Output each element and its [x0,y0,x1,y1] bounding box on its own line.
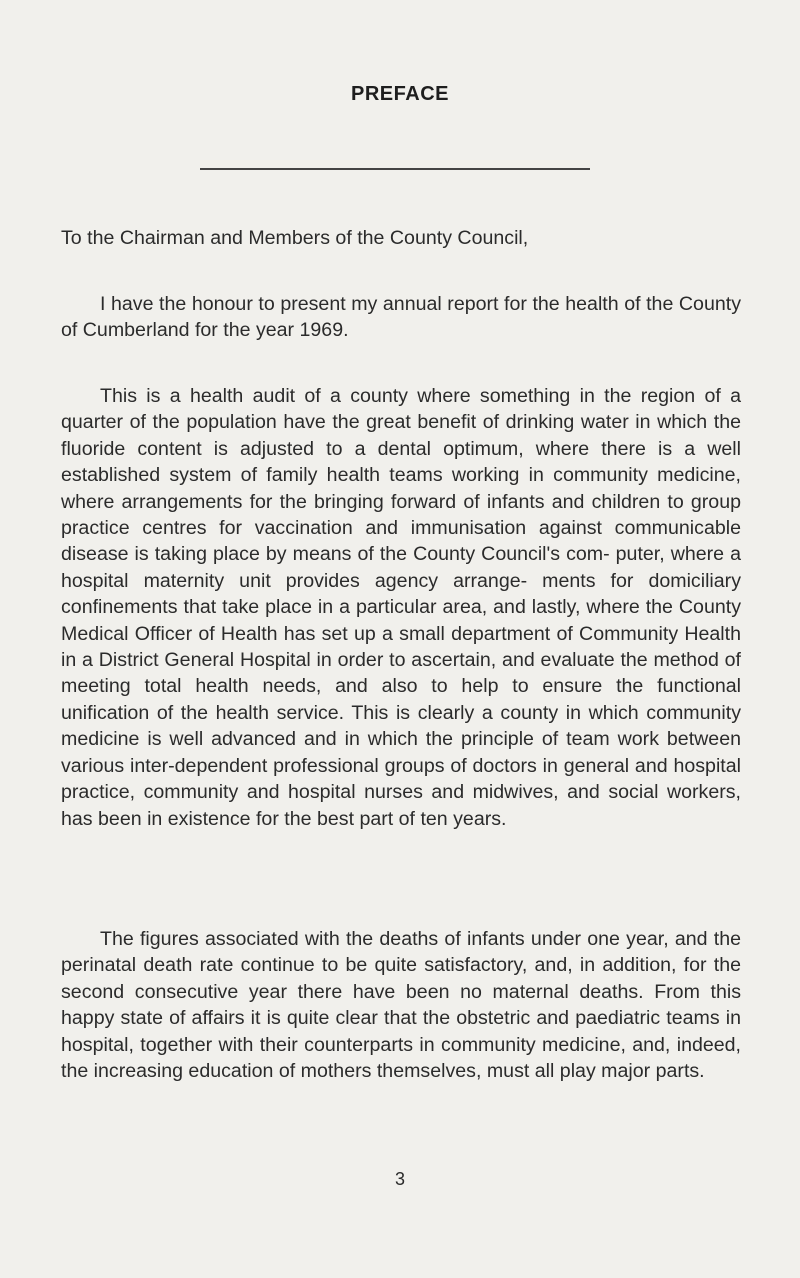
paragraph-introduction: I have the honour to present my annual report for the health of the County of Cumberland for the year 1969. [61,293,741,342]
page-number: 3 [394,1169,405,1189]
heading-divider [200,168,590,170]
page-title: PREFACE [351,83,449,105]
paragraph-infant-deaths: The figures associated with the deaths of infants under one year, and the perinatal death rate continue to be quite satisfactory, and, in addition, for the second consecutive year there have been no maternal deaths. From this happy state of affairs it is quite clear that the obstetric and paediatric teams in hospital, together with their counterparts in community medicine, and, indeed, the increasing education of mothers themselves, must all play major parts. [61,928,741,1083]
salutation: To the Chairman and Members of the County Council, [61,227,529,249]
paragraph-health-audit: This is a health audit of a county where something in the region of a quarter of the population have the great benefit of drinking water in which the fluoride content is adjusted to a dental optimum, where there is a well established system of family health teams working in community medicine, where arrangements for the bringing forward of infants and children to group practice centres for vaccination and immunisation against communicable disease is taking place by means of the County Council's com- puter, where a hospital maternity unit provides agency arrange- ments for domiciliary confinements that take place in a particular area, and lastly, where the County Medical Officer of Health has set up a small department of Community Health in a District General Hospital in order to ascertain, and evaluate the method of meeting total health needs, and also to help to ensure the functional unification of the health service. This is clearly a county in which community medicine is well advanced and in which the principle of team work between various inter-dependent professional groups of doctors in general and hospital practice, community and hospital nurses and midwives, and social workers, has been in existence for the best part of ten years. [61,385,741,830]
